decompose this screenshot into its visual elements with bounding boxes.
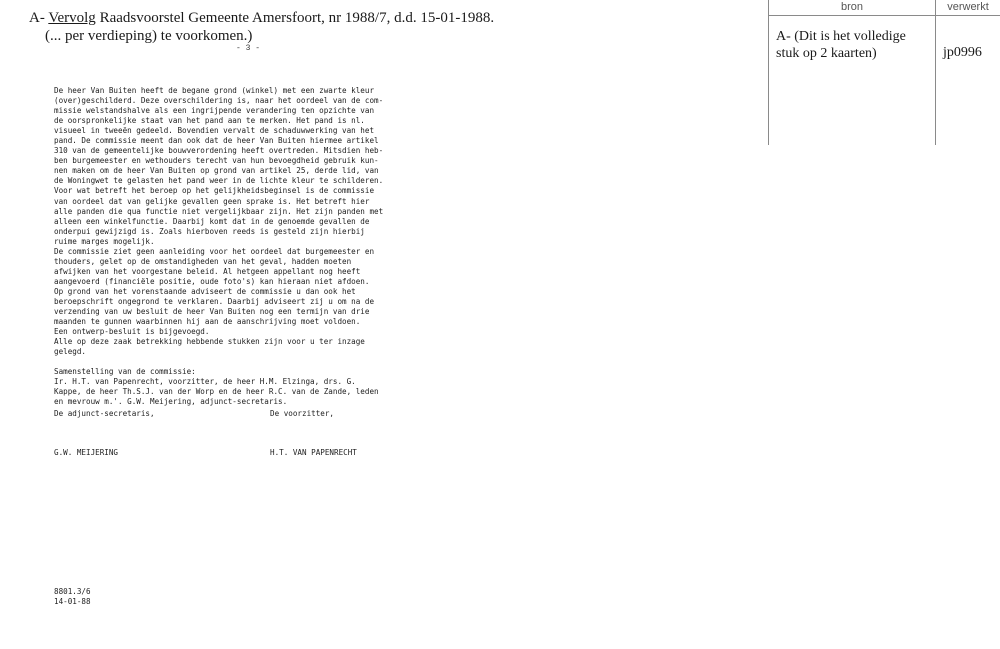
table-header-rule (768, 15, 1000, 16)
table-divider-left (768, 0, 769, 145)
composition-line: en mevrouw m.'. G.W. Meijering, adjunct-secretaris. (54, 397, 288, 407)
body-paragraphs (54, 86, 414, 357)
body-line: afwijken van het voorgestane beleid. Al hetgeen appellant nog heeft (54, 266, 361, 276)
body-line: onderpui gewijzigd is. Zoals hierboven reeds is gesteld zijn hierbij (54, 226, 365, 236)
body-line: maanden te gunnen waarbinnen hij aan de aanschrijving moet voldoen. (54, 317, 361, 327)
body-line: missie welstandshalve als een ingrijpende verandering ten opzichte van (54, 106, 375, 116)
bron-cell: A- (Dit is het volledige stuk op 2 kaarten) (776, 29, 906, 61)
signature-role-left: De adjunct-secretaris, (54, 409, 155, 418)
body-line: van oordeel dat van gelijke gevallen geen sprake is. Het betreft hier (54, 196, 370, 206)
signature-name-right: H.T. VAN PAPENRECHT (270, 448, 357, 457)
body-line: Op grond van het vorenstaande adviseert de commissie u dan ook het (54, 286, 356, 296)
body-line: de oorspronkelijke staat van het pand aan te merken. Het pand is nl. (54, 116, 365, 126)
body-line: ruime marges mogelijk. (54, 236, 155, 246)
body-line: De heer Van Buiten heeft de begane grond (winkel) met een zwarte kleur (54, 86, 375, 95)
footer-reference: 8801.3/6 (54, 587, 91, 596)
body-line: visueel in tweeën gedeeld. Bovendien vervalt de schaduwwerking van het (54, 126, 375, 136)
composition-line: Ir. H.T. van Papenrecht, voorzitter, de heer H.M. Elzinga, drs. G. (54, 377, 356, 387)
composition-line: Kappe, de heer Th.S.J. van der Worp en de heer R.C. van de Zande, leden (54, 387, 379, 397)
body-line: gelegd. (54, 347, 87, 357)
body-line: verzending van uw besluit de heer Van Buiten nog een termijn van drie (54, 307, 370, 317)
body-line: thouders, gelet op de omstandigheden van het geval, hadden moeten (54, 256, 352, 266)
body-line: pand. De commissie meent dan ook dat de heer Van Buiten hiermee artikel (54, 136, 379, 146)
signature-role-right: De voorzitter, (270, 409, 335, 418)
vervolg-label: Vervolg (48, 10, 96, 26)
body-line: alleen een winkelfunctie. Daarbij komt dat in de genoemde gevallen de (54, 216, 370, 226)
body-line: De commissie ziet geen aanleiding voor het oordeel dat burgemeester en (54, 246, 375, 256)
header-line-1: A- Vervolg Raadsvoorstel Gemeente Amersfoort, nr 1988/7, d.d. 15-01-1988. (29, 10, 495, 26)
page-number: - 3 - (236, 44, 261, 53)
composition-line: Samenstelling van de commissie: (54, 367, 196, 377)
body-line: ben burgemeester en wethouders terecht van hun bevoegdheid gebruik kun- (54, 156, 379, 166)
body-line: Voor wat betreft het beroep op het gelijkheidsbeginsel is de commissie (54, 186, 375, 196)
body-line: aangevoerd (financiële positie, oude foto's) kan hieraan niet afdoen. (54, 276, 370, 286)
footer-date: 14-01-88 (54, 597, 91, 606)
body-line: nen maken om de heer Van Buiten op grond van artikel 25, derde lid, van (54, 166, 379, 176)
column-header-bron: bron (840, 1, 864, 13)
letter-body (54, 86, 414, 418)
body-line: Alle op deze zaak betrekking hebbende stukken zijn voor u ter inzage (54, 337, 365, 347)
body-line: beroepschrift ongegrond te verklaren. Daarbij adviseert zij u om na de (54, 296, 375, 306)
column-header-verwerkt: verwerkt (947, 1, 989, 13)
verwerkt-cell: jp0996 (943, 45, 982, 60)
document-footer (54, 587, 91, 607)
body-line: alle panden die qua functie niet vergelijkbaar zijn. Het zijn panden met (54, 206, 384, 216)
body-line: (over)geschilderd. Deze overschildering is, naar het oordeel van de com- (54, 96, 384, 106)
header-line-2: (... per verdieping) te voorkomen.) (45, 28, 253, 44)
commission-composition (54, 367, 414, 407)
body-line: de Woningwet te gelasten het pand weer in de lichte kleur te schilderen. (54, 176, 384, 186)
table-divider-middle (935, 0, 936, 145)
signature-name-left: G.W. MEIJERING (54, 448, 119, 457)
body-line: 310 van de gemeentelijke bouwverordening heeft overtreden. Mitsdien heb- (54, 146, 384, 156)
body-line: Een ontwerp-besluit is bijgevoegd. (54, 327, 210, 337)
